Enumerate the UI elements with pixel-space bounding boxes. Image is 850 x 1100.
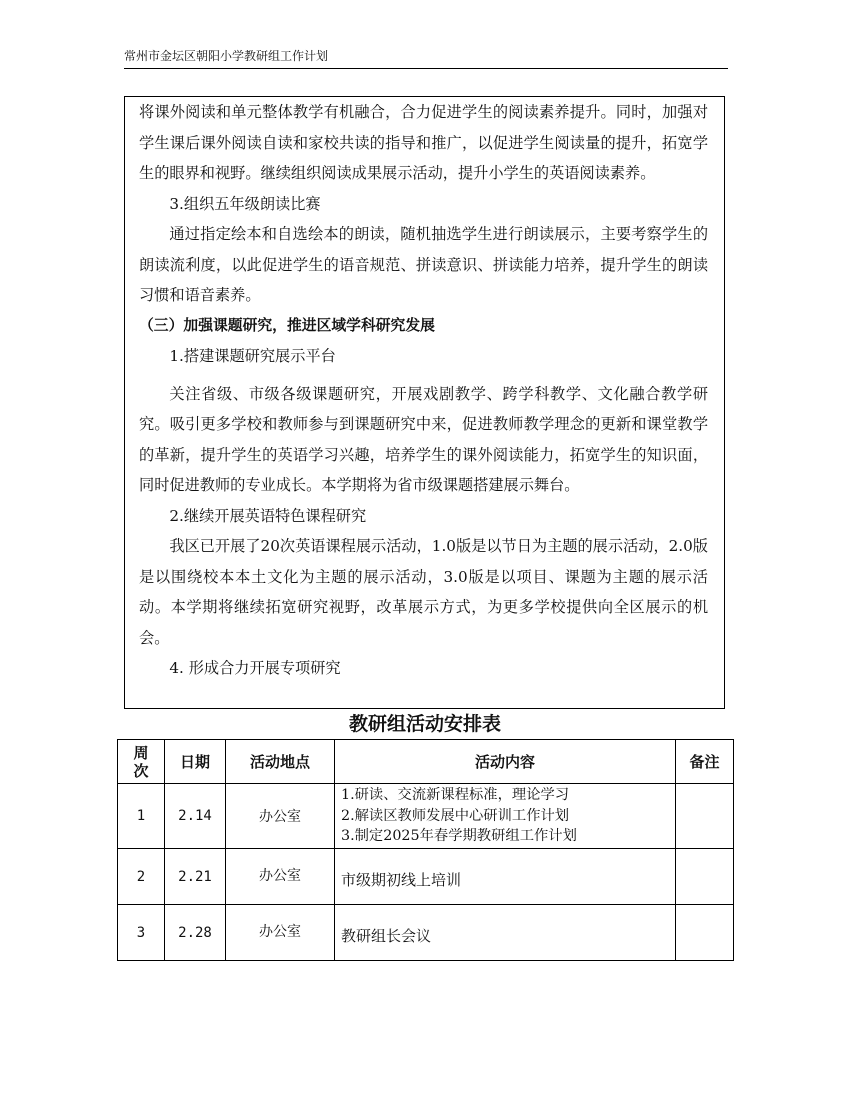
header-title: 常州市金坛区朝阳小学教研组工作计划 [124,49,329,63]
paragraph-research: 关注省级、市级各级课题研究，开展戏剧教学、跨学科教学、文化融合教学研究。吸引更多学校和教师参与到课题研究中来，促进教师教学理念的更新和课堂教学的革新，提升学生的英语学习兴趣，培养学生的课外阅读能力，拓宽学生的知识面，同时促进教师的专业成长。本学期将为省市级课题搭建展示舞台。 [139,384,708,494]
section-heading-3: （三）加强课题研究，推进区域学科研究发展 [139,316,435,334]
header-note: 备注 [676,740,734,784]
cell-week: 2 [118,849,165,905]
schedule-table [117,739,734,961]
cell-location: 办公室 [226,905,335,961]
paragraph-reading: 将课外阅读和单元整体教学有机融合，合力促进学生的阅读素养提升。同时，加强对学生课后课外阅读自读和家校共读的指导和推广，以促进学生阅读量的提升，拓宽学生的眼界和视野。继续组织阅读成果展示活动，提升小学生的英语阅读素养。 [139,103,708,182]
cell-location: 办公室 [226,849,335,905]
table-row [118,784,734,849]
content-line: 1.研读、交流新课程标准，理论学习 [341,787,570,804]
paragraph-read-aloud: 通过指定绘本和自选绘本的朗读，随机抽选学生进行朗读展示，主要考察学生的朗读流利度，以此促进学生的语音规范、拼读意识、拼读能力培养，提升学生的朗读习惯和语音素养。 [139,225,708,304]
cell-date: 2.21 [165,849,226,905]
content-line: 教研组长会议 [341,927,432,945]
table-row [118,905,734,961]
header-content: 活动内容 [335,740,676,784]
cell-note [676,849,734,905]
paragraph-courses: 我区已开展了20次英语课程展示活动，1.0版是以节日为主题的展示活动，2.0版是以围绕校本本土文化为主题的展示活动，3.0版是以项目、课题为主题的展示活动。本学期将继续拓宽研究视野，改革展示方式，为更多学校提供向全区展示的机会。 [139,537,708,647]
header-week [118,740,165,784]
table-header-row [118,740,734,784]
content-line: 3.制定2025年春学期教研组工作计划 [341,828,577,845]
cell-content [335,784,676,849]
header-week-text: 周次 [133,743,149,780]
cell-date: 2.28 [165,905,226,961]
item-heading-4: 4. 形成合力开展专项研究 [169,659,341,677]
cell-content [335,905,676,961]
header-location: 活动地点 [226,740,335,784]
header-date: 日期 [165,740,226,784]
cell-week: 1 [118,784,165,849]
item-heading-2: 2.继续开展英语特色课程研究 [169,506,367,525]
cell-note [676,784,734,849]
plan-text-box [124,96,725,709]
schedule-title: 教研组活动安排表 [348,713,501,735]
content-line: 2.解读区教师发展中心研训工作计划 [341,807,570,824]
cell-location: 办公室 [226,784,335,849]
cell-note [676,905,734,961]
page-header [124,48,728,69]
cell-content [335,849,676,905]
cell-date: 2.14 [165,784,226,849]
item-heading-3: 3.组织五年级朗读比赛 [169,194,321,213]
table-row [118,849,734,905]
item-heading-1: 1.搭建课题研究展示平台 [169,347,336,365]
cell-week: 3 [118,905,165,961]
content-line: 市级期初线上培训 [341,871,462,889]
